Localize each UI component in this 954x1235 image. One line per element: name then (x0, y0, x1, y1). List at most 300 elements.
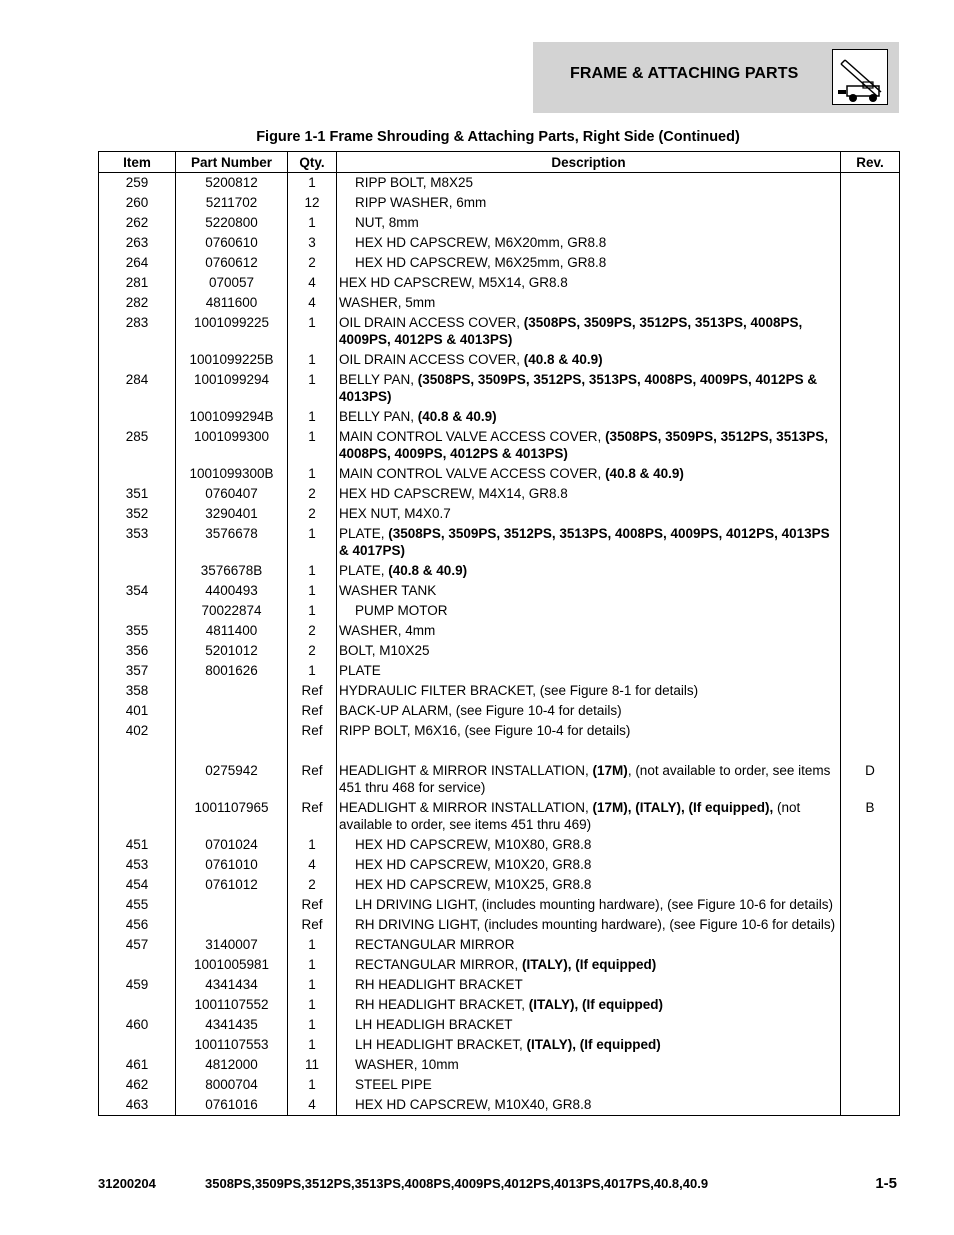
cell-description (337, 701, 841, 721)
table-row (99, 935, 900, 955)
cell-qty: 1 (288, 601, 337, 621)
cell-part-number: 5211702 (176, 193, 288, 213)
cell-part-number (176, 915, 288, 935)
cell-description (337, 875, 841, 895)
cell-description (337, 273, 841, 293)
table-row (99, 1095, 900, 1116)
description-text: HEX HD CAPSCREW, M10X25, GR8.8 (355, 877, 592, 892)
cell-rev (841, 407, 900, 427)
cell-description (337, 293, 841, 313)
cell-qty: 4 (288, 855, 337, 875)
cell-rev (841, 273, 900, 293)
cell-description (337, 1095, 841, 1116)
cell-part-number: 0761010 (176, 855, 288, 875)
cell-item (99, 601, 176, 621)
footer-page-number: 1-5 (875, 1175, 897, 1192)
cell-description (337, 370, 841, 407)
cell-rev (841, 915, 900, 935)
cell-description (337, 484, 841, 504)
cell-part-number: 5201012 (176, 641, 288, 661)
cell-part-number: 5220800 (176, 213, 288, 233)
cell-item: 283 (99, 313, 176, 350)
table-row (99, 524, 900, 561)
cell-qty: 4 (288, 293, 337, 313)
cell-qty: 1 (288, 213, 337, 233)
cell-qty: 2 (288, 641, 337, 661)
cell-item: 260 (99, 193, 176, 213)
cell-rev (841, 233, 900, 253)
description-text: LH HEADLIGHT BRACKET, (355, 1037, 527, 1052)
cell-description (337, 761, 841, 798)
description-text: BELLY PAN, (339, 409, 418, 424)
table-row (99, 855, 900, 875)
table-row (99, 253, 900, 273)
table-row (99, 273, 900, 293)
table-row (99, 1015, 900, 1035)
cell-rev (841, 835, 900, 855)
column-header-description: Description (337, 152, 841, 173)
cell-part-number: 070057 (176, 273, 288, 293)
description-text: HEX HD CAPSCREW, M6X25mm, GR8.8 (355, 255, 607, 270)
cell-item (99, 761, 176, 798)
spacer-cell (841, 741, 900, 761)
cell-description (337, 233, 841, 253)
cell-part-number: 4812000 (176, 1055, 288, 1075)
table-row (99, 350, 900, 370)
table-row (99, 561, 900, 581)
description-text: WASHER, 5mm (339, 295, 436, 310)
table-row (99, 681, 900, 701)
cell-description (337, 1055, 841, 1075)
description-models: (3508PS, 3509PS, 3512PS, 3513PS, 4008PS, 4009PS, 4012PS & 4013PS) (339, 372, 818, 404)
cell-item: 353 (99, 524, 176, 561)
cell-item: 354 (99, 581, 176, 601)
description-text: HEX HD CAPSCREW, M4X14, GR8.8 (339, 486, 568, 501)
cell-qty: Ref (288, 721, 337, 741)
cell-description (337, 350, 841, 370)
cell-rev (841, 661, 900, 681)
description-note: , (not available to order, see items 451 thru 468 for service) (339, 763, 831, 795)
cell-item (99, 407, 176, 427)
cell-description (337, 641, 841, 661)
cell-rev (841, 504, 900, 524)
cell-description (337, 681, 841, 701)
cell-qty: 3 (288, 233, 337, 253)
cell-rev (841, 641, 900, 661)
description-text: WASHER, 4mm (339, 623, 436, 638)
cell-description (337, 975, 841, 995)
cell-description (337, 524, 841, 561)
cell-qty: 1 (288, 581, 337, 601)
cell-item: 463 (99, 1095, 176, 1116)
description-models: (ITALY), (If equipped) (528, 997, 664, 1012)
cell-part-number: 1001099300B (176, 464, 288, 484)
cell-part-number: 4341435 (176, 1015, 288, 1035)
cell-rev: D (841, 761, 900, 798)
cell-item: 462 (99, 1075, 176, 1095)
cell-qty: Ref (288, 915, 337, 935)
cell-rev (841, 464, 900, 484)
cell-qty: 1 (288, 524, 337, 561)
cell-item: 352 (99, 504, 176, 524)
cell-description (337, 464, 841, 484)
cell-qty: 1 (288, 835, 337, 855)
table-row (99, 955, 900, 975)
figure-title: Figure 1-1 Frame Shrouding & Attaching Parts, Right Side (Continued) (256, 129, 740, 145)
description-text: PLATE, (339, 526, 389, 541)
description-text: HEADLIGHT & MIRROR INSTALLATION, (339, 763, 593, 778)
cell-qty: 1 (288, 1035, 337, 1055)
cell-part-number: 8001626 (176, 661, 288, 681)
table-row (99, 835, 900, 855)
cell-qty: 2 (288, 484, 337, 504)
cell-part-number (176, 701, 288, 721)
cell-description (337, 427, 841, 464)
cell-rev (841, 701, 900, 721)
cell-item: 259 (99, 173, 176, 194)
cell-qty: 1 (288, 370, 337, 407)
cell-description (337, 721, 841, 741)
cell-qty: 4 (288, 273, 337, 293)
cell-part-number: 1001099294 (176, 370, 288, 407)
cell-rev (841, 681, 900, 701)
cell-description (337, 213, 841, 233)
table-row (99, 621, 900, 641)
description-models: (40.8 & 40.9) (388, 563, 468, 578)
cell-item (99, 350, 176, 370)
cell-rev (841, 350, 900, 370)
spacer-cell (99, 741, 176, 761)
table-row (99, 581, 900, 601)
cell-rev (841, 1055, 900, 1075)
cell-part-number: 5200812 (176, 173, 288, 194)
description-models: (17M), (ITALY), (If equipped), (592, 800, 774, 815)
cell-qty: 1 (288, 995, 337, 1015)
cell-part-number: 0275942 (176, 761, 288, 798)
description-text: RIPP BOLT, M8X25 (355, 175, 474, 190)
footer-doc-number: 31200204 (98, 1176, 156, 1191)
cell-rev (841, 173, 900, 194)
cell-part-number: 1001005981 (176, 955, 288, 975)
cell-item: 264 (99, 253, 176, 273)
cell-part-number: 0761012 (176, 875, 288, 895)
cell-description (337, 955, 841, 975)
cell-item: 454 (99, 875, 176, 895)
cell-qty: 1 (288, 350, 337, 370)
description-models: (3508PS, 3509PS, 3512PS, 3513PS, 4008PS, 4009PS, 4012PS & 4013PS) (339, 315, 803, 347)
cell-part-number (176, 895, 288, 915)
description-models: (40.8 & 40.9) (417, 409, 497, 424)
cell-part-number: 4400493 (176, 581, 288, 601)
section-title: FRAME & ATTACHING PARTS (570, 65, 799, 82)
cell-rev (841, 1015, 900, 1035)
cell-part-number: 1001099294B (176, 407, 288, 427)
column-header-rev: Rev. (841, 152, 900, 173)
description-models: (40.8 & 40.9) (605, 466, 684, 481)
cell-description (337, 407, 841, 427)
table-header-row (99, 152, 900, 173)
cell-description (337, 835, 841, 855)
cell-item (99, 464, 176, 484)
table-row (99, 213, 900, 233)
column-header-part-number: Part Number (176, 152, 288, 173)
cell-part-number (176, 681, 288, 701)
cell-part-number: 1001107553 (176, 1035, 288, 1055)
description-text: PLATE, (339, 563, 389, 578)
cell-part-number: 1001099300 (176, 427, 288, 464)
cell-qty: 2 (288, 253, 337, 273)
cell-item (99, 561, 176, 581)
cell-part-number: 0760612 (176, 253, 288, 273)
cell-part-number: 3576678B (176, 561, 288, 581)
table-row (99, 504, 900, 524)
cell-description (337, 895, 841, 915)
cell-part-number: 8000704 (176, 1075, 288, 1095)
cell-rev: B (841, 798, 900, 835)
table-row (99, 975, 900, 995)
description-models: (ITALY), (If equipped) (526, 1037, 661, 1052)
cell-item: 451 (99, 835, 176, 855)
table-row (99, 1075, 900, 1095)
description-models: (ITALY), (If equipped) (522, 957, 657, 972)
cell-description (337, 935, 841, 955)
table-row (99, 798, 900, 835)
description-text: RH HEADLIGHT BRACKET, (355, 997, 529, 1012)
cell-rev (841, 621, 900, 641)
cell-rev (841, 213, 900, 233)
cell-rev (841, 524, 900, 561)
description-text: BELLY PAN, (339, 372, 418, 387)
cell-item (99, 955, 176, 975)
cell-item: 401 (99, 701, 176, 721)
spacer-row (99, 741, 900, 761)
cell-rev (841, 313, 900, 350)
cell-rev (841, 935, 900, 955)
cell-qty: Ref (288, 701, 337, 721)
section-header (533, 42, 899, 113)
cell-item: 356 (99, 641, 176, 661)
description-text: HYDRAULIC FILTER BRACKET, (see Figure 8-1 for details) (339, 683, 699, 698)
cell-description (337, 581, 841, 601)
description-text: MAIN CONTROL VALVE ACCESS COVER, (339, 429, 606, 444)
cell-item: 263 (99, 233, 176, 253)
cell-part-number (176, 721, 288, 741)
cell-description (337, 313, 841, 350)
table-row (99, 427, 900, 464)
description-text: BACK-UP ALARM, (see Figure 10-4 for details) (339, 703, 622, 718)
cell-part-number: 4811400 (176, 621, 288, 641)
description-text: RIPP WASHER, 6mm (355, 195, 487, 210)
cell-rev (841, 855, 900, 875)
description-text: LH DRIVING LIGHT, (includes mounting hardware), (see Figure 10-6 for details) (355, 897, 833, 912)
cell-item: 281 (99, 273, 176, 293)
table-row (99, 484, 900, 504)
description-models: (40.8 & 40.9) (523, 352, 603, 367)
cell-rev (841, 995, 900, 1015)
cell-description (337, 1075, 841, 1095)
cell-qty: 1 (288, 464, 337, 484)
cell-description (337, 561, 841, 581)
cell-item: 282 (99, 293, 176, 313)
description-text: HEADLIGHT & MIRROR INSTALLATION, (339, 800, 593, 815)
table-row (99, 721, 900, 741)
parts-table (98, 151, 900, 1116)
table-row (99, 370, 900, 407)
cell-qty: 1 (288, 1015, 337, 1035)
cell-rev (841, 193, 900, 213)
cell-item: 357 (99, 661, 176, 681)
cell-part-number: 0760407 (176, 484, 288, 504)
description-text: OIL DRAIN ACCESS COVER, (339, 315, 524, 330)
description-models: (17M) (592, 763, 628, 778)
cell-part-number: 70022874 (176, 601, 288, 621)
cell-part-number: 4811600 (176, 293, 288, 313)
cell-description (337, 995, 841, 1015)
table-row (99, 915, 900, 935)
description-text: RH DRIVING LIGHT, (includes mounting hardware), (see Figure 10-6 for details) (355, 917, 836, 932)
description-models: (3508PS, 3509PS, 3512PS, 3513PS, 4008PS, 4009PS, 4012PS & 4013PS) (339, 429, 828, 461)
cell-qty: 1 (288, 173, 337, 194)
cell-item: 355 (99, 621, 176, 641)
cell-description (337, 661, 841, 681)
cell-part-number: 1001099225 (176, 313, 288, 350)
cell-description (337, 855, 841, 875)
spacer-cell (288, 741, 337, 761)
description-text: STEEL PIPE (355, 1077, 432, 1092)
description-text: NUT, 8mm (355, 215, 419, 230)
cell-description (337, 173, 841, 194)
table-row (99, 701, 900, 721)
description-text: HEX HD CAPSCREW, M10X40, GR8.8 (355, 1097, 592, 1112)
cell-part-number: 4341434 (176, 975, 288, 995)
cell-rev (841, 253, 900, 273)
cell-item: 284 (99, 370, 176, 407)
cell-item (99, 995, 176, 1015)
cell-rev (841, 293, 900, 313)
cell-item: 460 (99, 1015, 176, 1035)
description-text: PLATE (339, 663, 381, 678)
description-text: LH HEADLIGH BRACKET (355, 1017, 513, 1032)
telehandler-icon (832, 49, 888, 105)
cell-part-number: 1001099225B (176, 350, 288, 370)
description-text: HEX HD CAPSCREW, M10X80, GR8.8 (355, 837, 592, 852)
cell-qty: 11 (288, 1055, 337, 1075)
cell-item: 453 (99, 855, 176, 875)
cell-qty: 1 (288, 975, 337, 995)
description-text: MAIN CONTROL VALVE ACCESS COVER, (339, 466, 606, 481)
cell-part-number: 0761016 (176, 1095, 288, 1116)
table-row (99, 173, 900, 194)
spacer-cell (176, 741, 288, 761)
cell-description (337, 1015, 841, 1035)
cell-part-number: 0760610 (176, 233, 288, 253)
cell-rev (841, 1075, 900, 1095)
cell-description (337, 504, 841, 524)
cell-item (99, 798, 176, 835)
description-text: PUMP MOTOR (355, 603, 448, 618)
cell-part-number: 1001107552 (176, 995, 288, 1015)
cell-description (337, 915, 841, 935)
cell-rev (841, 370, 900, 407)
cell-rev (841, 975, 900, 995)
cell-rev (841, 427, 900, 464)
description-note: (not available to order, see items 451 thru 469) (339, 800, 801, 832)
description-text: HEX HD CAPSCREW, M10X20, GR8.8 (355, 857, 592, 872)
cell-part-number: 3576678 (176, 524, 288, 561)
cell-qty: 1 (288, 935, 337, 955)
cell-item: 351 (99, 484, 176, 504)
cell-rev (841, 561, 900, 581)
description-text: HEX HD CAPSCREW, M6X20mm, GR8.8 (355, 235, 607, 250)
cell-rev (841, 1035, 900, 1055)
table-row (99, 1055, 900, 1075)
cell-qty: 1 (288, 427, 337, 464)
description-text: RECTANGULAR MIRROR (355, 937, 515, 952)
table-row (99, 641, 900, 661)
cell-part-number: 3140007 (176, 935, 288, 955)
table-row (99, 895, 900, 915)
cell-item: 358 (99, 681, 176, 701)
cell-qty: 1 (288, 407, 337, 427)
cell-description (337, 621, 841, 641)
footer-models: 3508PS,3509PS,3512PS,3513PS,4008PS,4009PS,4012PS,4013PS,4017PS,40.8,40.9 (205, 1176, 709, 1191)
cell-item: 457 (99, 935, 176, 955)
cell-rev (841, 484, 900, 504)
description-text: RH HEADLIGHT BRACKET (355, 977, 523, 992)
description-text: OIL DRAIN ACCESS COVER, (339, 352, 524, 367)
column-header-item: Item (99, 152, 176, 173)
cell-rev (841, 1095, 900, 1116)
cell-description (337, 601, 841, 621)
table-row (99, 601, 900, 621)
table-row (99, 1035, 900, 1055)
table-row (99, 407, 900, 427)
description-text: HEX HD CAPSCREW, M5X14, GR8.8 (339, 275, 568, 290)
table-row (99, 661, 900, 681)
cell-rev (841, 581, 900, 601)
cell-description (337, 193, 841, 213)
cell-part-number: 3290401 (176, 504, 288, 524)
description-text: RIPP BOLT, M6X16, (see Figure 10-4 for details) (339, 723, 631, 738)
cell-qty: 1 (288, 313, 337, 350)
description-models: (3508PS, 3509PS, 3512PS, 3513PS, 4008PS, 4009PS, 4012PS, 4013PS & 4017PS) (339, 526, 830, 558)
table-row (99, 293, 900, 313)
cell-item: 461 (99, 1055, 176, 1075)
parts-table-body (99, 173, 900, 1116)
description-text: RECTANGULAR MIRROR, (355, 957, 523, 972)
spacer-cell (337, 741, 841, 761)
cell-description (337, 798, 841, 835)
cell-qty: 4 (288, 1095, 337, 1116)
cell-item (99, 1035, 176, 1055)
cell-item: 402 (99, 721, 176, 741)
cell-rev (841, 895, 900, 915)
table-row (99, 313, 900, 350)
cell-qty: Ref (288, 895, 337, 915)
cell-part-number: 0701024 (176, 835, 288, 855)
cell-qty: 2 (288, 875, 337, 895)
cell-rev (841, 955, 900, 975)
column-header-qty: Qty. (288, 152, 337, 173)
cell-rev (841, 721, 900, 741)
table-row (99, 995, 900, 1015)
description-text: WASHER TANK (339, 583, 437, 598)
cell-qty: 2 (288, 504, 337, 524)
table-row (99, 464, 900, 484)
cell-qty: 1 (288, 561, 337, 581)
cell-item: 459 (99, 975, 176, 995)
cell-rev (841, 601, 900, 621)
